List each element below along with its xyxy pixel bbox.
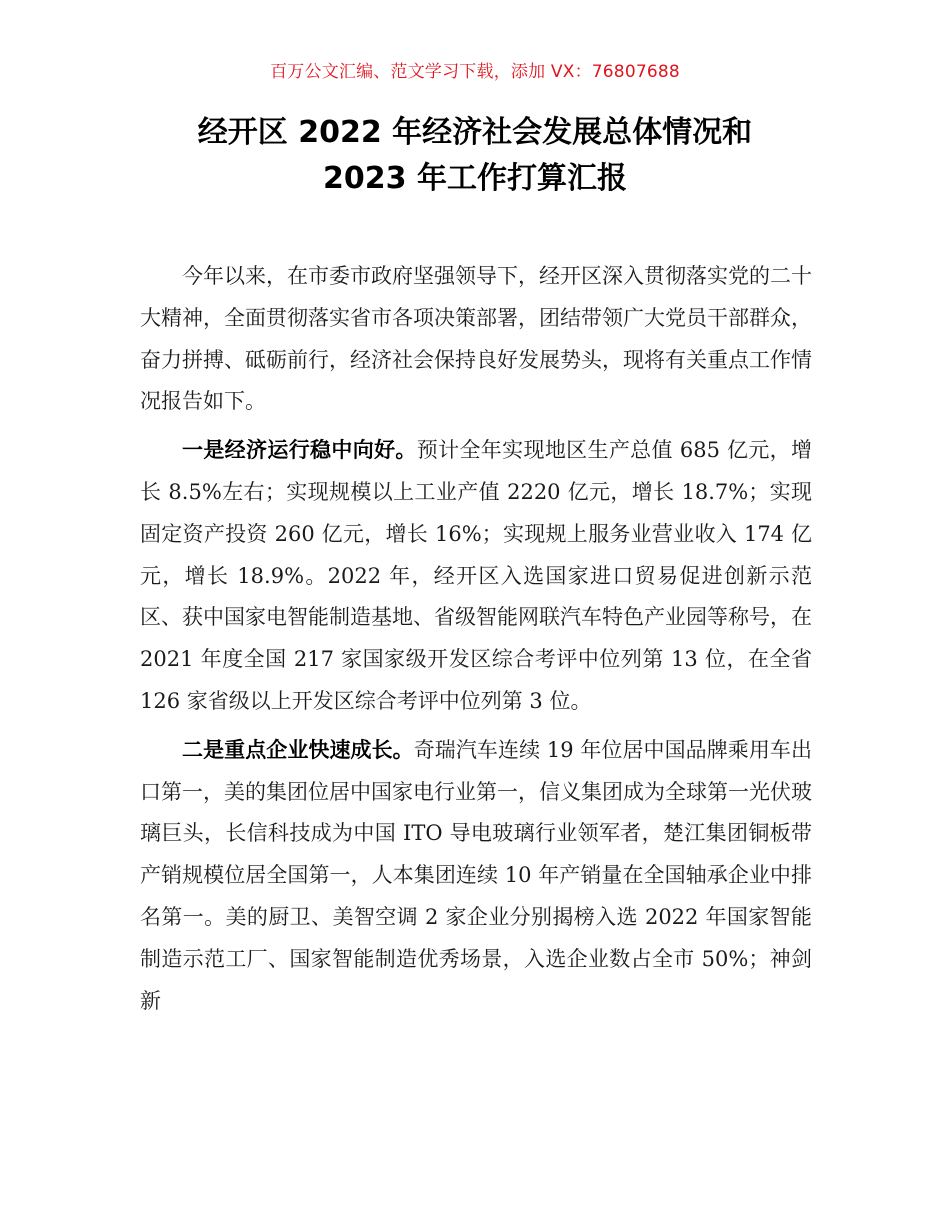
paragraph-intro: [140, 256, 812, 423]
paragraph-text: 预计全年实现地区生产总值 685 亿元，增长 8.5%左右；实现规模以上工业产值 2220 亿元，增长 18.7%；实现固定资产投资 260 亿元，增长 16%；实现规上服务业营业收入 174 亿元，增长 18.9%。2022 年，经开区入选国家进口贸易促进创新示范区、获中国家电智能制造基地、省级智能网联汽车特色产业园等称号，在 2021 年度全国 217 家国家级开发区综合考评中位列第 13 位，在全省 126 家省级以上开发区综合考评中位列第 3 位。: [140, 438, 813, 713]
document-title: [0, 110, 950, 202]
paragraph-enterprises: [140, 730, 812, 1023]
paragraph-text: 今年以来，在市委市政府坚强领导下，经开区深入贯彻落实党的二十大精神，全面贯彻落实省市各项决策部署，团结带领广大党员干部群众，奋力拼搏、砥砺前行，经济社会保持良好发展势头，现将有关重点工作情况报告如下。: [140, 264, 812, 414]
paragraph-heading: 一是经济运行稳中向好。: [182, 438, 417, 463]
paragraph-text: 奇瑞汽车连续 19 年位居中国品牌乘用车出口第一，美的集团位居中国家电行业第一，信义集团成为全球第一光伏玻璃巨头，长信科技成为中国 ITO 导电玻璃行业领军者，楚江集团铜板带产销规模位居全国第一，人本集团连续 10 年产销量在全国轴承企业中排名第一。美的厨卫、美智空调 2 家企业分别揭榜入选 2022 年国家智能制造示范工厂、国家智能制造优秀场景，入选企业数占全市 50%；神剑新: [140, 737, 812, 1013]
title-line-1: 经开区 2022 年经济社会发展总体情况和: [197, 115, 753, 150]
paragraph-heading: 二是重点企业快速成长。: [182, 737, 414, 762]
watermark-banner: 百万公文汇编、范文学习下载，添加 VX：76807688: [270, 62, 680, 82]
title-line-2: 2023 年工作打算汇报: [323, 161, 627, 196]
paragraph-economy: [140, 430, 812, 723]
document-body: [140, 256, 812, 1029]
